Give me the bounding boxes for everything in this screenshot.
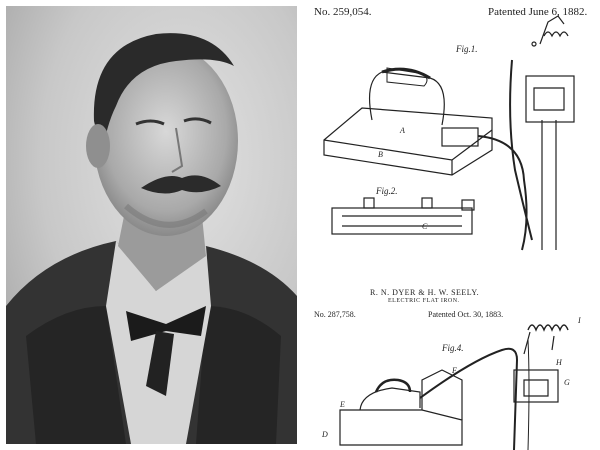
fig1-iron-handle (370, 72, 445, 125)
fig2-section (332, 208, 472, 234)
patent-number-bottom: No. 287,758. (314, 310, 356, 319)
fig4-coil (528, 325, 568, 330)
fig1-switch-box (526, 76, 574, 122)
fig1-cord (478, 136, 527, 250)
fig2-label: Fig.2. (376, 186, 398, 196)
label-A: A (400, 126, 405, 135)
patent-number-top: No. 259,054. (314, 6, 372, 18)
label-H: H (556, 358, 562, 367)
label-G: G (564, 378, 570, 387)
label-C: C (422, 222, 428, 231)
patent-date-top: Patented June 6, 1882. (488, 6, 588, 18)
portrait-photo (6, 6, 297, 444)
label-I: I (578, 316, 581, 325)
fig4-stand (340, 410, 462, 445)
fig4-cord (420, 349, 517, 450)
fig1-iron-body (324, 108, 492, 175)
patent-title: ELECTRIC FLAT IRON. (388, 298, 460, 304)
fig4-label: Fig.4. (442, 343, 464, 353)
label-D: D (322, 430, 328, 439)
fig1-label: Fig.1. (456, 44, 478, 54)
label-B: B (378, 150, 383, 159)
portrait-illustration (6, 6, 297, 444)
patent-drawings (302, 0, 600, 450)
patent-line-art (302, 0, 600, 450)
patent-date-bottom: Patented Oct. 30, 1883. (428, 310, 504, 319)
patent-inventors: R. N. DYER & H. W. SEELY. (370, 288, 480, 297)
label-E: E (340, 400, 345, 409)
label-F: F (452, 366, 457, 375)
fig4-switch-box (514, 370, 558, 402)
